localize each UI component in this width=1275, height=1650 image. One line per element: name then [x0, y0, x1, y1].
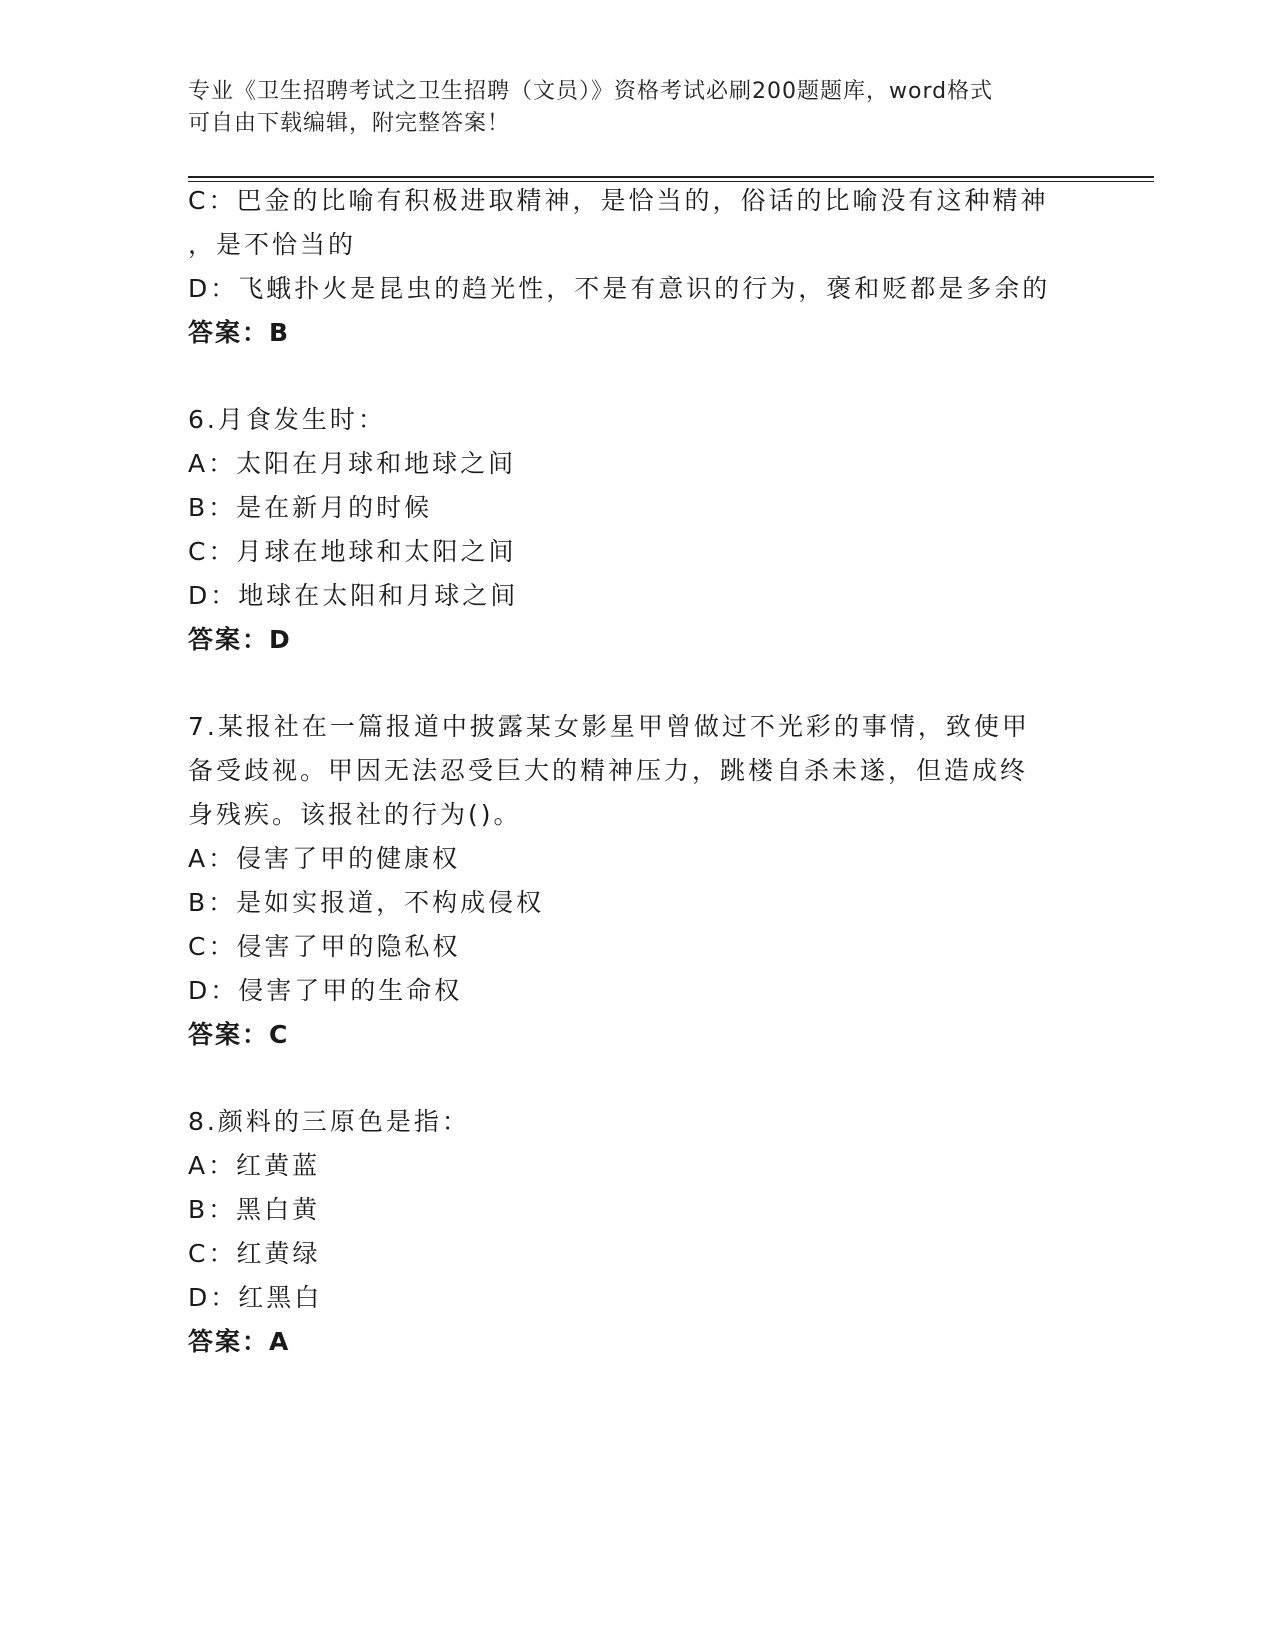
q5-option-c-line-2: ，是不恰当的	[188, 230, 357, 259]
q8-option-d: D：红黑白	[188, 1283, 323, 1312]
q7-question-line-1: 7.某报社在一篇报道中披露某女影星甲曾做过不光彩的事情，致使甲	[188, 712, 1030, 741]
page-header	[188, 76, 1068, 140]
q7-question-line-3: 身残疾。该报社的行为()。	[188, 800, 522, 829]
q6-question: 6.月食发生时：	[188, 405, 386, 434]
q5-option-c-line-1: C：巴金的比喻有积极进取精神，是恰当的，俗话的比喻没有这种精神	[188, 186, 1049, 215]
q7-question-line-2: 备受歧视。甲因无法忍受巨大的精神压力，跳楼自杀未遂，但造成终	[188, 756, 1029, 785]
q7-option-b: B：是如实报道，不构成侵权	[188, 888, 545, 917]
q7-option-a: A：侵害了甲的健康权	[188, 844, 461, 873]
header-rule-thick	[188, 176, 1154, 178]
q5-option-d: D：飞蛾扑火是昆虫的趋光性，不是有意识的行为，褒和贬都是多余的	[188, 274, 1051, 303]
q7-option-c: C：侵害了甲的隐私权	[188, 932, 461, 961]
q7-answer: 答案：C	[188, 1020, 290, 1049]
q5-answer: 答案：B	[188, 318, 291, 347]
q8-option-c: C：红黄绿	[188, 1239, 321, 1268]
header-line-1: 专业《卫生招聘考试之卫生招聘（文员）》资格考试必刷200题题库，word格式	[188, 79, 994, 104]
q6-option-b: B：是在新月的时候	[188, 493, 433, 522]
q8-answer: 答案：A	[188, 1327, 291, 1356]
q8-question: 8.颜料的三原色是指：	[188, 1107, 470, 1136]
header-rule-thin	[188, 181, 1154, 182]
q6-option-c: C：月球在地球和太阳之间	[188, 537, 517, 566]
q6-option-d: D：地球在太阳和月球之间	[188, 581, 519, 610]
q8-option-b: B：黑白黄	[188, 1195, 321, 1224]
q7-option-d: D：侵害了甲的生命权	[188, 976, 463, 1005]
header-line-2: 可自由下载编辑，附完整答案！	[188, 111, 511, 136]
q6-answer: 答案：D	[188, 625, 292, 654]
q6-option-a: A：太阳在月球和地球之间	[188, 449, 517, 478]
q8-option-a: A：红黄蓝	[188, 1151, 321, 1180]
